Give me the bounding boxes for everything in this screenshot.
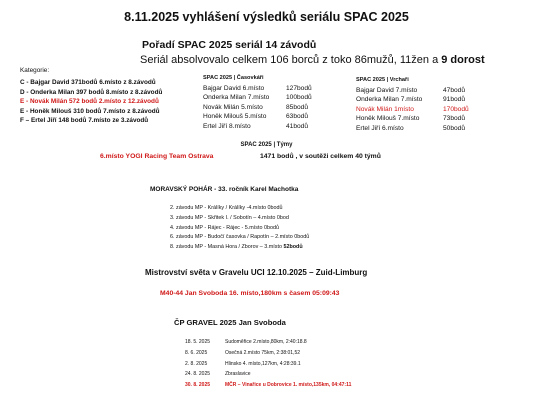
list-item: 2. závodu MP - Králíky / Králíky -4.místo 0bodů	[170, 205, 283, 211]
table-row	[203, 112, 313, 121]
table-row	[203, 84, 313, 93]
list-item	[170, 243, 309, 253]
rider-name: Bajgar David 7.místo	[356, 87, 418, 94]
race-date: 2. 8. 2025	[185, 360, 208, 367]
list-item: 3. závodu MP - Skřitek I. / Sobotín – 4.místo 0bod	[170, 214, 289, 221]
list-item: 6. závodu MP - Budočí časovka / Rapotín – 2.místo 0bodů	[170, 234, 310, 241]
race-result: MČR – Vinařice u Dobrovice 1. místo,135km, 04:47:11	[225, 382, 352, 389]
race-result: Hlinsko 4. místo,127km, 4:28:39.1	[225, 360, 301, 367]
category-item: F – Ertel Jiří 148 bodů 7.místo ze 3.závodů	[20, 117, 149, 125]
table-row	[356, 86, 476, 95]
category-item-highlight: E - Novák Milán 572 bodů 2.místo z 12.závodů	[20, 98, 159, 106]
rider-points: 50bodů	[443, 124, 466, 132]
table-row	[203, 122, 313, 131]
world-champs-result: M40-44 Jan Svoboda 16. místo,180km s časem 05:09:43	[160, 290, 340, 297]
list-item-text: 8. závodu MP - Masná Hora / Zborov – 3.místo	[170, 244, 284, 251]
table-row	[356, 124, 476, 133]
rider-name: Honěk Milouš 7.místo	[356, 115, 420, 123]
categories-list	[20, 78, 162, 126]
rider-points: 63bodů	[286, 113, 309, 121]
moravsky-pohar-heading: MORAVSKÝ POHÁR - 33. ročník Karel Machotka	[150, 186, 299, 193]
team-result: 1471 bodů , v soutěži celkem 40 týmů	[260, 153, 381, 160]
rider-points: 41bodů	[286, 122, 309, 130]
race-result: Osečná 2.místo 75km, 2:38:01,52	[225, 349, 301, 356]
table-row-highlight	[356, 105, 476, 114]
list-item: 4. závodu MP - Rájec - Rájec - 5.místo 0bodů	[170, 224, 279, 231]
category-item: C - Bajgar David 371bodů 6.místo z 8.závodů	[20, 79, 156, 86]
gravel-heading: ČP GRAVEL 2025 Jan Svoboda	[174, 318, 286, 327]
world-champs-heading: Mistrovství světa v Gravelu UCI 12.10.2025 – Zuid-Limburg	[145, 268, 368, 277]
race-date: 30. 8. 2025	[185, 382, 211, 389]
race-date: 24. 8. 2025	[185, 371, 211, 378]
vchari-heading: SPAC 2025 | Vrchaři	[356, 77, 409, 83]
table-row	[356, 95, 476, 104]
race-date: 8. 6. 2025	[185, 349, 208, 356]
casovkari-table	[203, 84, 313, 131]
race-result: Sudoměřice 2.místo,80km, 2:40:18.8	[225, 339, 307, 345]
series-summary-text: Seriál absolvovalo celkem 106 borců z toko 86mužů, 11žen a	[140, 54, 442, 66]
category-item: E - Honěk Milouš 310 bodů 7.místo z 8.závodů	[20, 107, 160, 115]
list-item-points: 52bodů	[283, 244, 303, 251]
vchari-table	[356, 86, 476, 133]
table-row	[356, 114, 476, 123]
category-item: D - Onderka Milan 397 bodů 8.místo z 8.závodů	[20, 88, 163, 96]
casovkari-heading: SPAC 2025 | Časovkáři	[203, 75, 264, 81]
rider-name: Ertel Jiří 8.místo	[203, 122, 251, 130]
series-summary-dorost: 9 dorost	[441, 54, 485, 66]
teams-heading: SPAC 2025 | Týmy	[240, 142, 293, 148]
rider-points: 170bodů	[443, 105, 469, 113]
categories-heading: Kategorie:	[20, 67, 50, 74]
rider-name: Honěk Milouš 5.místo	[203, 113, 267, 121]
rider-points: 127bodů	[286, 85, 312, 92]
series-title: Pořadí SPAC 2025 seriál 14 závodů	[142, 39, 317, 51]
rider-name: Bajgar David 6.místo	[203, 85, 265, 92]
rider-name: Onderka Milan 7.místo	[203, 94, 270, 102]
race-date: 18. 5. 2025	[185, 339, 211, 345]
rider-name: Novák Milán 5.místo	[203, 103, 263, 111]
table-row	[203, 103, 313, 112]
rider-points: 73bodů	[443, 115, 466, 123]
rider-name: Novák Milán 1místo	[356, 105, 414, 113]
rider-points: 91bodů	[443, 96, 466, 104]
series-summary	[140, 54, 485, 66]
rider-points: 47bodů	[443, 87, 466, 94]
rider-name: Ertel Jiří 6.místo	[356, 124, 404, 132]
race-result: Zbraslavice	[225, 371, 251, 378]
rider-points: 100bodů	[286, 94, 312, 102]
rider-name: Onderka Milan 7.místo	[356, 96, 423, 104]
team-placement: 6.místo YOGI Racing Team Ostrava	[100, 153, 214, 160]
moravsky-pohar-list	[170, 204, 309, 253]
rider-points: 85bodů	[286, 103, 309, 111]
table-row	[203, 93, 313, 102]
page-title: 8.11.2025 vyhlášení výsledků seriálu SPAC 2025	[124, 10, 409, 24]
